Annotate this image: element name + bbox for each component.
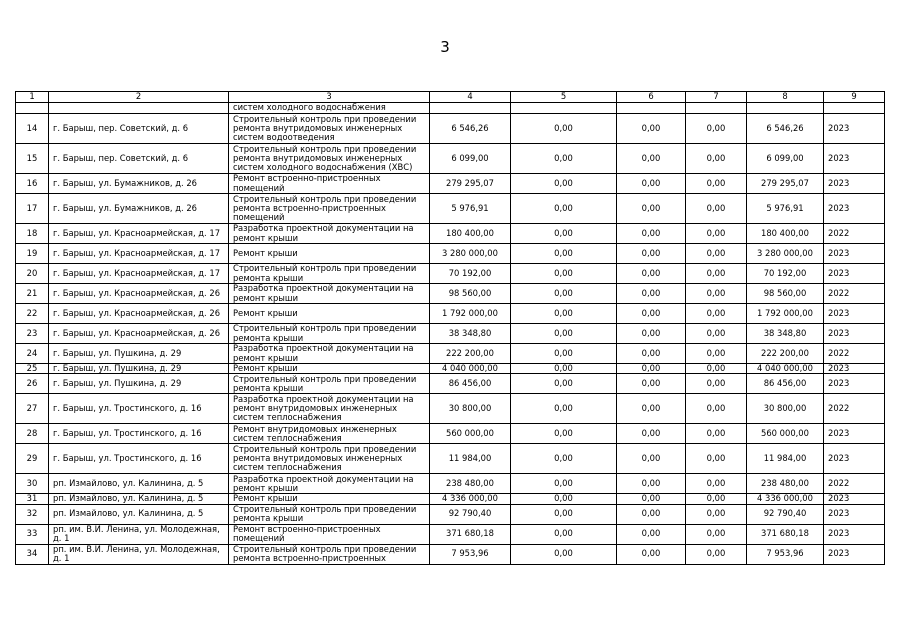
row-number-cell: 24 [16, 344, 49, 364]
amount-cell: 0,00 [511, 524, 617, 544]
year-cell: 2023 [824, 194, 885, 224]
amount-cell: 5 976,91 [747, 194, 824, 224]
amount-cell: 4 040 000,00 [747, 364, 824, 374]
amount-cell [430, 103, 511, 114]
amount-cell: 4 040 000,00 [430, 364, 511, 374]
year-cell: 2023 [824, 324, 885, 344]
table-row [16, 224, 885, 244]
work-type-cell: Строительный контроль при проведении ремонта встроенно-пристроенных помещений [229, 194, 430, 224]
work-type-cell: Ремонт крыши [229, 244, 430, 264]
amount-cell: 0,00 [686, 344, 747, 364]
amount-cell: 0,00 [511, 284, 617, 304]
amount-cell: 0,00 [511, 424, 617, 444]
amount-cell [617, 103, 686, 114]
row-number-cell [16, 103, 49, 114]
amount-cell: 30 800,00 [430, 394, 511, 424]
address-cell: г. Барыш, ул. Красноармейская, д. 26 [49, 304, 229, 324]
address-cell: г. Барыш, ул. Пушкина, д. 29 [49, 364, 229, 374]
year-cell: 2023 [824, 174, 885, 194]
year-cell: 2022 [824, 224, 885, 244]
year-cell: 2023 [824, 364, 885, 374]
year-cell: 2023 [824, 504, 885, 524]
amount-cell: 0,00 [617, 284, 686, 304]
amount-cell: 238 480,00 [430, 474, 511, 494]
amount-cell [747, 103, 824, 114]
table-row [16, 504, 885, 524]
amount-cell: 0,00 [686, 494, 747, 504]
year-cell: 2023 [824, 144, 885, 174]
amount-cell: 7 953,96 [430, 544, 511, 564]
amount-cell: 0,00 [617, 494, 686, 504]
table-row [16, 174, 885, 194]
year-cell: 2023 [824, 264, 885, 284]
amount-cell: 0,00 [686, 364, 747, 374]
amount-cell: 0,00 [686, 224, 747, 244]
amount-cell: 0,00 [617, 114, 686, 144]
amount-cell: 0,00 [617, 424, 686, 444]
row-number-cell: 15 [16, 144, 49, 174]
amount-cell: 0,00 [686, 264, 747, 284]
amount-cell: 0,00 [686, 194, 747, 224]
work-type-cell: систем холодного водоснабжения [229, 103, 430, 114]
amount-cell: 0,00 [617, 304, 686, 324]
header-cell: 5 [511, 92, 617, 103]
amount-cell: 30 800,00 [747, 394, 824, 424]
work-type-cell: Строительный контроль при проведении ремонта крыши [229, 504, 430, 524]
row-number-cell: 30 [16, 474, 49, 494]
row-number-cell: 16 [16, 174, 49, 194]
address-cell: г. Барыш, ул. Пушкина, д. 29 [49, 374, 229, 394]
address-cell: г. Барыш, ул. Красноармейская, д. 26 [49, 284, 229, 304]
amount-cell: 0,00 [511, 244, 617, 264]
table-row [16, 474, 885, 494]
table-row [16, 114, 885, 144]
year-cell: 2023 [824, 494, 885, 504]
amount-cell: 11 984,00 [430, 444, 511, 474]
year-cell: 2023 [824, 524, 885, 544]
header-cell: 1 [16, 92, 49, 103]
address-cell: г. Барыш, пер. Советский, д. 6 [49, 144, 229, 174]
address-cell: г. Барыш, ул. Красноармейская, д. 17 [49, 244, 229, 264]
amount-cell: 70 192,00 [747, 264, 824, 284]
address-cell: г. Барыш, пер. Советский, д. 6 [49, 114, 229, 144]
amount-cell: 180 400,00 [747, 224, 824, 244]
address-cell: рп. Измайлово, ул. Калинина, д. 5 [49, 494, 229, 504]
amount-cell: 3 280 000,00 [430, 244, 511, 264]
amount-cell: 560 000,00 [430, 424, 511, 444]
amount-cell: 0,00 [617, 194, 686, 224]
amount-cell: 0,00 [511, 304, 617, 324]
table-row [16, 344, 885, 364]
amount-cell: 0,00 [686, 504, 747, 524]
amount-cell: 4 336 000,00 [430, 494, 511, 504]
amount-cell: 4 336 000,00 [747, 494, 824, 504]
amount-cell: 222 200,00 [430, 344, 511, 364]
amount-cell: 5 976,91 [430, 194, 511, 224]
page-number: 3 [440, 38, 450, 56]
address-cell: г. Барыш, ул. Бумажников, д. 26 [49, 194, 229, 224]
address-cell: г. Барыш, ул. Тростинского, д. 16 [49, 444, 229, 474]
amount-cell: 0,00 [511, 194, 617, 224]
amount-cell: 1 792 000,00 [747, 304, 824, 324]
amount-cell: 0,00 [617, 544, 686, 564]
address-cell: рп. им. В.И. Ленина, ул. Молодежная, д. 1 [49, 524, 229, 544]
amount-cell: 38 348,80 [747, 324, 824, 344]
row-number-cell: 26 [16, 374, 49, 394]
year-cell: 2023 [824, 114, 885, 144]
amount-cell: 0,00 [617, 324, 686, 344]
work-type-cell: Разработка проектной документации на ремонт крыши [229, 224, 430, 244]
amount-cell: 0,00 [617, 394, 686, 424]
table-row [16, 324, 885, 344]
table-row [16, 444, 885, 474]
amount-cell: 0,00 [511, 114, 617, 144]
amount-cell: 0,00 [617, 244, 686, 264]
year-cell: 2022 [824, 394, 885, 424]
amount-cell: 371 680,18 [430, 524, 511, 544]
header-cell: 8 [747, 92, 824, 103]
amount-cell: 0,00 [686, 284, 747, 304]
continuation-row [16, 103, 885, 114]
amount-cell: 0,00 [511, 264, 617, 284]
amount-cell: 0,00 [617, 224, 686, 244]
amount-cell: 92 790,40 [747, 504, 824, 524]
table-body [16, 92, 885, 565]
amount-cell: 0,00 [686, 544, 747, 564]
row-number-cell: 33 [16, 524, 49, 544]
address-cell: г. Барыш, ул. Тростинского, д. 16 [49, 424, 229, 444]
row-number-cell: 28 [16, 424, 49, 444]
work-type-cell: Разработка проектной документации на ремонт внутридомовых инженерных систем теплоснабжения [229, 394, 430, 424]
amount-cell: 0,00 [511, 544, 617, 564]
work-type-cell: Строительный контроль при проведении ремонта крыши [229, 374, 430, 394]
amount-cell: 0,00 [617, 144, 686, 174]
amount-cell [686, 103, 747, 114]
header-cell: 3 [229, 92, 430, 103]
table-row [16, 394, 885, 424]
row-number-cell: 23 [16, 324, 49, 344]
amount-cell: 238 480,00 [747, 474, 824, 494]
amount-cell: 86 456,00 [747, 374, 824, 394]
year-cell: 2023 [824, 444, 885, 474]
work-type-cell: Ремонт внутридомовых инженерных систем теплоснабжения [229, 424, 430, 444]
address-cell: г. Барыш, ул. Красноармейская, д. 17 [49, 224, 229, 244]
row-number-cell: 22 [16, 304, 49, 324]
amount-cell: 11 984,00 [747, 444, 824, 474]
amount-cell: 3 280 000,00 [747, 244, 824, 264]
address-cell: г. Барыш, ул. Красноармейская, д. 17 [49, 264, 229, 284]
year-cell: 2023 [824, 304, 885, 324]
work-type-cell: Разработка проектной документации на ремонт крыши [229, 474, 430, 494]
amount-cell: 0,00 [617, 504, 686, 524]
address-cell: рп. Измайлово, ул. Калинина, д. 5 [49, 474, 229, 494]
amount-cell: 0,00 [511, 474, 617, 494]
amount-cell: 38 348,80 [430, 324, 511, 344]
work-type-cell: Разработка проектной документации на ремонт крыши [229, 344, 430, 364]
work-type-cell: Разработка проектной документации на ремонт крыши [229, 284, 430, 304]
year-cell: 2022 [824, 474, 885, 494]
amount-cell: 7 953,96 [747, 544, 824, 564]
amount-cell: 6 546,26 [747, 114, 824, 144]
address-cell: рп. им. В.И. Ленина, ул. Молодежная, д. 1 [49, 544, 229, 564]
amount-cell: 222 200,00 [747, 344, 824, 364]
amount-cell: 0,00 [511, 444, 617, 474]
header-cell: 9 [824, 92, 885, 103]
work-type-cell: Ремонт встроенно-пристроенных помещений [229, 524, 430, 544]
amount-cell: 86 456,00 [430, 374, 511, 394]
table-row [16, 264, 885, 284]
year-cell: 2023 [824, 424, 885, 444]
amount-cell: 0,00 [686, 304, 747, 324]
address-cell: г. Барыш, ул. Бумажников, д. 26 [49, 174, 229, 194]
amount-cell: 0,00 [686, 244, 747, 264]
work-type-cell: Строительный контроль при проведении ремонта внутридомовых инженерных систем холодного водоснабжения (ХВС) [229, 144, 430, 174]
table-row [16, 244, 885, 264]
amount-cell: 6 099,00 [747, 144, 824, 174]
amount-cell: 0,00 [686, 394, 747, 424]
work-type-cell: Ремонт встроенно-пристроенных помещений [229, 174, 430, 194]
amount-cell: 0,00 [511, 144, 617, 174]
amount-cell: 371 680,18 [747, 524, 824, 544]
table-row [16, 284, 885, 304]
work-type-cell: Ремонт крыши [229, 364, 430, 374]
amount-cell: 0,00 [617, 344, 686, 364]
table-row [16, 494, 885, 504]
table-row [16, 374, 885, 394]
amount-cell: 0,00 [511, 174, 617, 194]
amount-cell: 98 560,00 [747, 284, 824, 304]
amount-cell: 0,00 [686, 144, 747, 174]
work-type-cell: Строительный контроль при проведении ремонта внутридомовых инженерных систем теплоснабжения [229, 444, 430, 474]
address-cell [49, 103, 229, 114]
row-number-cell: 32 [16, 504, 49, 524]
table-row [16, 194, 885, 224]
amount-cell: 0,00 [511, 374, 617, 394]
amount-cell: 98 560,00 [430, 284, 511, 304]
amount-cell: 0,00 [617, 474, 686, 494]
year-cell: 2023 [824, 244, 885, 264]
amount-cell: 1 792 000,00 [430, 304, 511, 324]
year-cell [824, 103, 885, 114]
amount-cell: 0,00 [686, 424, 747, 444]
year-cell: 2022 [824, 284, 885, 304]
year-cell: 2023 [824, 544, 885, 564]
amount-cell: 0,00 [511, 324, 617, 344]
amount-cell: 279 295,07 [430, 174, 511, 194]
amount-cell: 0,00 [617, 444, 686, 474]
amount-cell: 0,00 [511, 494, 617, 504]
row-number-cell: 29 [16, 444, 49, 474]
amount-cell: 0,00 [617, 174, 686, 194]
work-type-cell: Строительный контроль при проведении ремонта крыши [229, 264, 430, 284]
amount-cell: 0,00 [686, 474, 747, 494]
header-cell: 7 [686, 92, 747, 103]
table-row [16, 424, 885, 444]
amount-cell: 560 000,00 [747, 424, 824, 444]
table-row [16, 144, 885, 174]
row-number-cell: 18 [16, 224, 49, 244]
amount-cell: 0,00 [617, 364, 686, 374]
address-cell: г. Барыш, ул. Пушкина, д. 29 [49, 344, 229, 364]
table-row [16, 524, 885, 544]
row-number-cell: 21 [16, 284, 49, 304]
amount-cell: 92 790,40 [430, 504, 511, 524]
address-cell: г. Барыш, ул. Красноармейская, д. 26 [49, 324, 229, 344]
amount-cell: 0,00 [686, 444, 747, 474]
amount-cell: 0,00 [617, 264, 686, 284]
amount-cell: 6 099,00 [430, 144, 511, 174]
address-cell: рп. Измайлово, ул. Калинина, д. 5 [49, 504, 229, 524]
header-cell: 4 [430, 92, 511, 103]
row-number-cell: 19 [16, 244, 49, 264]
work-type-cell: Строительный контроль при проведении ремонта встроенно-пристроенных [229, 544, 430, 564]
row-number-cell: 25 [16, 364, 49, 374]
amount-cell: 0,00 [511, 364, 617, 374]
amount-cell: 279 295,07 [747, 174, 824, 194]
row-number-cell: 17 [16, 194, 49, 224]
work-type-cell: Ремонт крыши [229, 304, 430, 324]
row-number-cell: 31 [16, 494, 49, 504]
row-number-cell: 34 [16, 544, 49, 564]
amount-cell [511, 103, 617, 114]
amount-cell: 6 546,26 [430, 114, 511, 144]
amount-cell: 180 400,00 [430, 224, 511, 244]
table-row [16, 304, 885, 324]
work-type-cell: Строительный контроль при проведении ремонта крыши [229, 324, 430, 344]
amount-cell: 0,00 [511, 224, 617, 244]
column-number-header-row [16, 92, 885, 103]
amount-cell: 0,00 [686, 374, 747, 394]
amount-cell: 0,00 [511, 504, 617, 524]
amount-cell: 0,00 [511, 394, 617, 424]
row-number-cell: 27 [16, 394, 49, 424]
work-type-cell: Ремонт крыши [229, 494, 430, 504]
amount-cell: 0,00 [617, 374, 686, 394]
work-type-cell: Строительный контроль при проведении ремонта внутридомовых инженерных систем водоотведения [229, 114, 430, 144]
table-row [16, 364, 885, 374]
table-row [16, 544, 885, 564]
amount-cell: 0,00 [686, 114, 747, 144]
row-number-cell: 20 [16, 264, 49, 284]
header-cell: 2 [49, 92, 229, 103]
address-cell: г. Барыш, ул. Тростинского, д. 16 [49, 394, 229, 424]
amount-cell: 0,00 [511, 344, 617, 364]
amount-cell: 70 192,00 [430, 264, 511, 284]
amount-cell: 0,00 [617, 524, 686, 544]
year-cell: 2022 [824, 344, 885, 364]
amount-cell: 0,00 [686, 174, 747, 194]
row-number-cell: 14 [16, 114, 49, 144]
header-cell: 6 [617, 92, 686, 103]
year-cell: 2023 [824, 374, 885, 394]
repair-registry-table [15, 91, 885, 565]
amount-cell: 0,00 [686, 524, 747, 544]
amount-cell: 0,00 [686, 324, 747, 344]
